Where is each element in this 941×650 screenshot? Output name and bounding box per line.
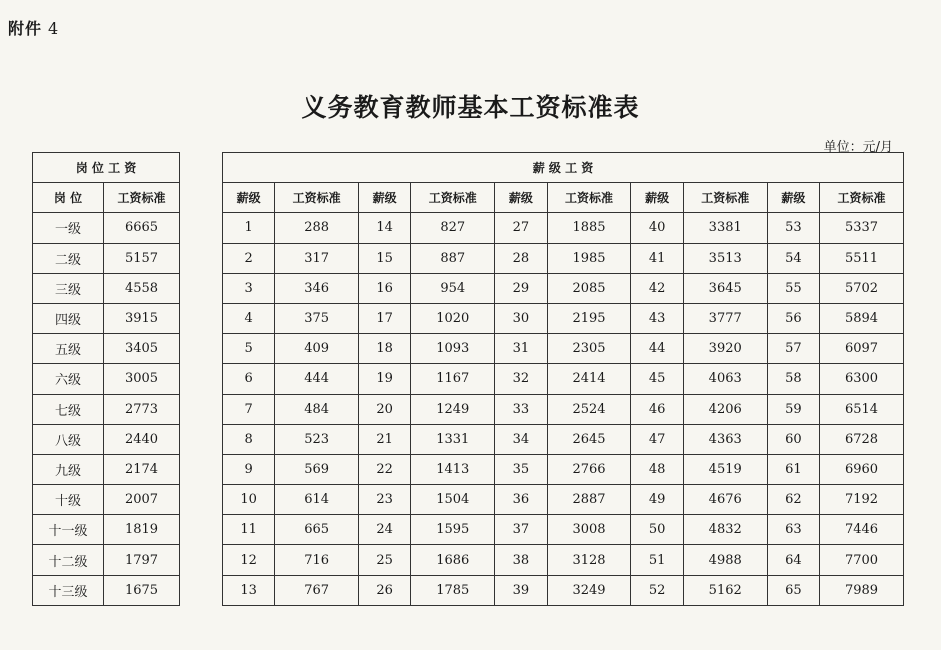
amount-cell: 6514	[819, 394, 903, 424]
amount-cell: 716	[275, 545, 359, 575]
grade-cell: 51	[631, 545, 683, 575]
amount-cell: 5702	[819, 273, 903, 303]
table-row	[223, 334, 904, 364]
amount-cell: 5894	[819, 303, 903, 333]
grade-cell: 50	[631, 515, 683, 545]
grade-cell: 60	[767, 424, 819, 454]
post-level-cell: 一级	[33, 213, 104, 243]
grade-cell: 52	[631, 575, 683, 605]
grade-cell: 6	[223, 364, 275, 394]
post-amount-cell: 5157	[104, 243, 180, 273]
amount-cell: 346	[275, 273, 359, 303]
grade-cell: 5	[223, 334, 275, 364]
table-row	[223, 273, 904, 303]
grade-header: 薪级	[631, 183, 683, 213]
post-amount-cell: 1797	[104, 545, 180, 575]
amount-cell: 1686	[411, 545, 495, 575]
grade-cell: 16	[359, 273, 411, 303]
amount-cell: 5337	[819, 213, 903, 243]
amount-cell: 1785	[411, 575, 495, 605]
post-amount-cell: 3915	[104, 303, 180, 333]
table-row	[33, 454, 180, 484]
amount-cell: 523	[275, 424, 359, 454]
grade-cell: 61	[767, 454, 819, 484]
amount-cell: 2766	[547, 454, 631, 484]
grade-cell: 8	[223, 424, 275, 454]
grade-cell: 25	[359, 545, 411, 575]
post-level-cell: 四级	[33, 303, 104, 333]
grade-cell: 20	[359, 394, 411, 424]
amount-cell: 375	[275, 303, 359, 333]
amount-cell: 2305	[547, 334, 631, 364]
amount-cell: 1413	[411, 454, 495, 484]
grade-cell: 26	[359, 575, 411, 605]
amount-cell: 2195	[547, 303, 631, 333]
table-row	[33, 424, 180, 454]
table-row	[33, 545, 180, 575]
post-level-cell: 六级	[33, 364, 104, 394]
amount-cell: 7192	[819, 485, 903, 515]
grade-cell: 49	[631, 485, 683, 515]
amount-cell: 6300	[819, 364, 903, 394]
grade-cell: 12	[223, 545, 275, 575]
amount-cell: 887	[411, 243, 495, 273]
table-row	[33, 273, 180, 303]
table-row	[33, 243, 180, 273]
table-row	[223, 485, 904, 515]
amount-cell: 7700	[819, 545, 903, 575]
post-table-title: 岗 位 工 资	[33, 153, 180, 183]
amount-cell: 665	[275, 515, 359, 545]
amount-cell: 3381	[683, 213, 767, 243]
grade-cell: 65	[767, 575, 819, 605]
table-row	[223, 394, 904, 424]
post-level-cell: 十三级	[33, 575, 104, 605]
amount-cell: 1885	[547, 213, 631, 243]
table-row	[223, 364, 904, 394]
grade-header: 薪级	[359, 183, 411, 213]
grade-cell: 34	[495, 424, 547, 454]
table-row	[33, 515, 180, 545]
salary-table-body	[223, 213, 904, 605]
grade-cell: 62	[767, 485, 819, 515]
grade-cell: 59	[767, 394, 819, 424]
table-row	[33, 485, 180, 515]
grade-cell: 22	[359, 454, 411, 484]
grade-cell: 40	[631, 213, 683, 243]
table-row	[223, 575, 904, 605]
post-level-cell: 五级	[33, 334, 104, 364]
amount-cell: 288	[275, 213, 359, 243]
grade-cell: 13	[223, 575, 275, 605]
standard-header: 工资标准	[547, 183, 631, 213]
amount-cell: 1331	[411, 424, 495, 454]
post-amount-cell: 3405	[104, 334, 180, 364]
amount-cell: 1985	[547, 243, 631, 273]
amount-cell: 614	[275, 485, 359, 515]
amount-cell: 3645	[683, 273, 767, 303]
amount-cell: 1504	[411, 485, 495, 515]
amount-cell: 6728	[819, 424, 903, 454]
amount-cell: 444	[275, 364, 359, 394]
post-level-cell: 七级	[33, 394, 104, 424]
post-amount-cell: 2174	[104, 454, 180, 484]
amount-cell: 2524	[547, 394, 631, 424]
amount-cell: 4206	[683, 394, 767, 424]
grade-cell: 23	[359, 485, 411, 515]
amount-cell: 4063	[683, 364, 767, 394]
grade-cell: 9	[223, 454, 275, 484]
table-row	[33, 303, 180, 333]
amount-cell: 6960	[819, 454, 903, 484]
grade-cell: 45	[631, 364, 683, 394]
amount-cell: 954	[411, 273, 495, 303]
amount-cell: 4676	[683, 485, 767, 515]
amount-cell: 7989	[819, 575, 903, 605]
grade-cell: 4	[223, 303, 275, 333]
amount-cell: 3513	[683, 243, 767, 273]
grade-cell: 39	[495, 575, 547, 605]
grade-cell: 53	[767, 213, 819, 243]
table-row	[33, 213, 180, 243]
grade-cell: 11	[223, 515, 275, 545]
grade-cell: 42	[631, 273, 683, 303]
grade-cell: 55	[767, 273, 819, 303]
grade-cell: 33	[495, 394, 547, 424]
table-row	[223, 243, 904, 273]
amount-cell: 3777	[683, 303, 767, 333]
grade-cell: 15	[359, 243, 411, 273]
grade-cell: 3	[223, 273, 275, 303]
amount-cell: 1020	[411, 303, 495, 333]
grade-cell: 36	[495, 485, 547, 515]
table-row	[33, 334, 180, 364]
post-level-cell: 三级	[33, 273, 104, 303]
grade-cell: 18	[359, 334, 411, 364]
amount-cell: 484	[275, 394, 359, 424]
grade-cell: 41	[631, 243, 683, 273]
standard-header: 工资标准	[275, 183, 359, 213]
amount-cell: 767	[275, 575, 359, 605]
grade-cell: 19	[359, 364, 411, 394]
grade-cell: 17	[359, 303, 411, 333]
salary-table-title: 薪 级 工 资	[223, 153, 904, 183]
standard-header: 工资标准	[683, 183, 767, 213]
unit-label: 单位：元/月	[823, 140, 893, 155]
grade-cell: 1	[223, 213, 275, 243]
post-table-body	[33, 213, 180, 605]
amount-cell: 2645	[547, 424, 631, 454]
grade-cell: 29	[495, 273, 547, 303]
post-amount-cell: 4558	[104, 273, 180, 303]
post-standard-header: 工资标准	[104, 183, 180, 213]
table-row	[223, 303, 904, 333]
grade-cell: 64	[767, 545, 819, 575]
grade-cell: 56	[767, 303, 819, 333]
grade-header: 薪级	[767, 183, 819, 213]
amount-cell: 3008	[547, 515, 631, 545]
amount-cell: 317	[275, 243, 359, 273]
grade-header: 薪级	[495, 183, 547, 213]
amount-cell: 2887	[547, 485, 631, 515]
table-row	[223, 424, 904, 454]
amount-cell: 4832	[683, 515, 767, 545]
amount-cell: 827	[411, 213, 495, 243]
post-level-cell: 二级	[33, 243, 104, 273]
post-salary-table	[32, 152, 180, 606]
amount-cell: 409	[275, 334, 359, 364]
amount-cell: 3249	[547, 575, 631, 605]
post-amount-cell: 1819	[104, 515, 180, 545]
table-row	[33, 394, 180, 424]
grade-cell: 57	[767, 334, 819, 364]
amount-cell: 5511	[819, 243, 903, 273]
standard-header: 工资标准	[819, 183, 903, 213]
grade-cell: 38	[495, 545, 547, 575]
amount-cell: 6097	[819, 334, 903, 364]
grade-cell: 35	[495, 454, 547, 484]
grade-cell: 54	[767, 243, 819, 273]
amount-cell: 4988	[683, 545, 767, 575]
grade-salary-table	[222, 152, 904, 606]
post-level-cell: 十二级	[33, 545, 104, 575]
amount-cell: 4519	[683, 454, 767, 484]
amount-cell: 5162	[683, 575, 767, 605]
post-level-cell: 十级	[33, 485, 104, 515]
attachment-number: 4	[48, 19, 60, 38]
post-amount-cell: 2773	[104, 394, 180, 424]
amount-cell: 1595	[411, 515, 495, 545]
grade-cell: 30	[495, 303, 547, 333]
post-amount-cell: 3005	[104, 364, 180, 394]
post-header: 岗 位	[33, 183, 104, 213]
grade-cell: 27	[495, 213, 547, 243]
grade-cell: 10	[223, 485, 275, 515]
grade-cell: 24	[359, 515, 411, 545]
salary-header-row	[223, 183, 904, 213]
grade-cell: 31	[495, 334, 547, 364]
grade-cell: 2	[223, 243, 275, 273]
amount-cell: 4363	[683, 424, 767, 454]
table-row	[223, 545, 904, 575]
amount-cell: 7446	[819, 515, 903, 545]
grade-cell: 21	[359, 424, 411, 454]
post-level-cell: 八级	[33, 424, 104, 454]
grade-cell: 44	[631, 334, 683, 364]
grade-cell: 14	[359, 213, 411, 243]
grade-cell: 48	[631, 454, 683, 484]
grade-cell: 32	[495, 364, 547, 394]
grade-cell: 37	[495, 515, 547, 545]
grade-header: 薪级	[223, 183, 275, 213]
post-level-cell: 十一级	[33, 515, 104, 545]
grade-cell: 43	[631, 303, 683, 333]
amount-cell: 2085	[547, 273, 631, 303]
post-amount-cell: 6665	[104, 213, 180, 243]
grade-cell: 46	[631, 394, 683, 424]
amount-cell: 1249	[411, 394, 495, 424]
post-amount-cell: 2440	[104, 424, 180, 454]
standard-header: 工资标准	[411, 183, 495, 213]
attachment-text: 附件	[8, 19, 43, 38]
attachment-label	[8, 16, 59, 39]
post-level-cell: 九级	[33, 454, 104, 484]
post-amount-cell: 2007	[104, 485, 180, 515]
grade-cell: 28	[495, 243, 547, 273]
grade-cell: 63	[767, 515, 819, 545]
amount-cell: 1167	[411, 364, 495, 394]
amount-cell: 569	[275, 454, 359, 484]
grade-cell: 7	[223, 394, 275, 424]
amount-cell: 1093	[411, 334, 495, 364]
page-title: 义务教育教师基本工资标准表	[301, 93, 640, 122]
table-row	[223, 515, 904, 545]
table-row	[33, 575, 180, 605]
amount-cell: 3128	[547, 545, 631, 575]
table-row	[223, 213, 904, 243]
post-amount-cell: 1675	[104, 575, 180, 605]
table-row	[223, 454, 904, 484]
amount-cell: 3920	[683, 334, 767, 364]
grade-cell: 58	[767, 364, 819, 394]
table-row	[33, 364, 180, 394]
amount-cell: 2414	[547, 364, 631, 394]
grade-cell: 47	[631, 424, 683, 454]
